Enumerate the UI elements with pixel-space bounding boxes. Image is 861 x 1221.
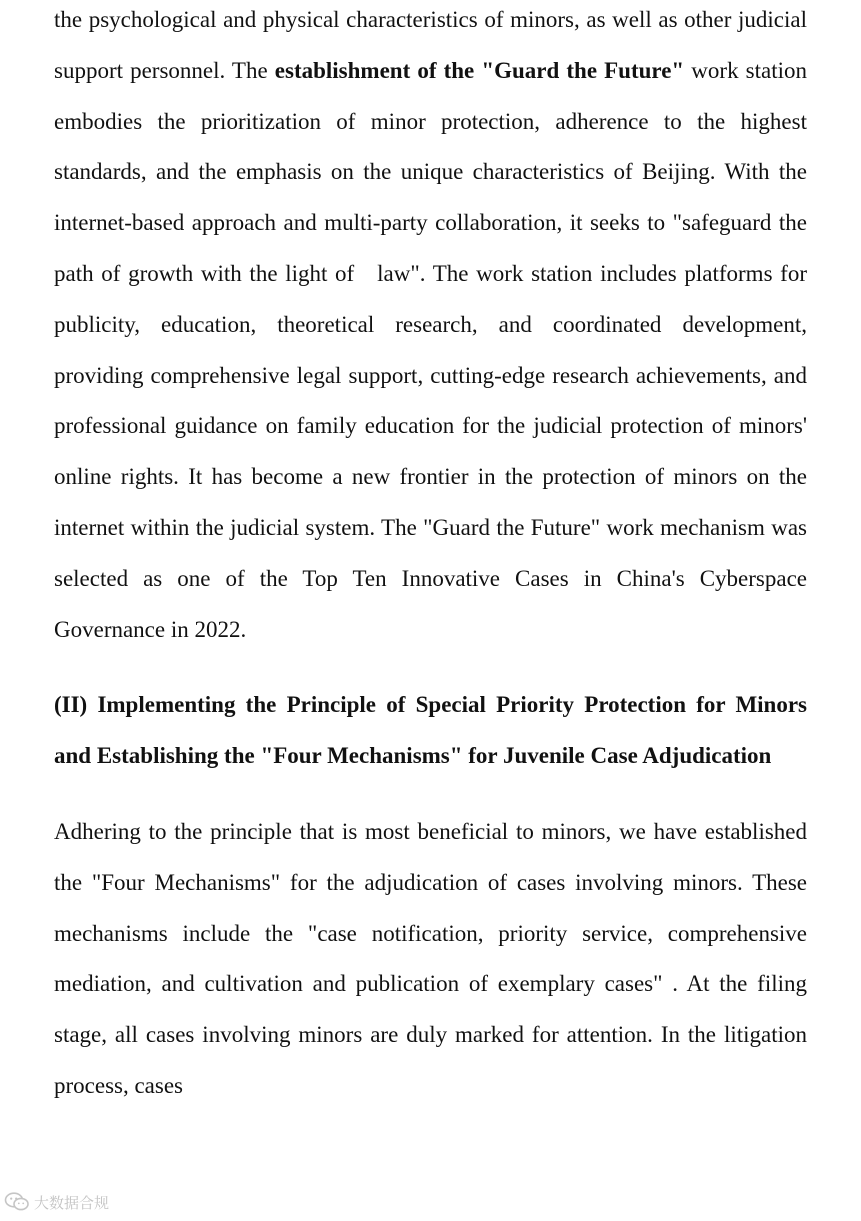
watermark-text: 大数据合规 xyxy=(34,1193,110,1212)
watermark xyxy=(4,1188,109,1216)
section-heading: (II) Implementing the Principle of Special Priority Protection for Minors and Establishing the "Four Mechanisms" for Juvenile Case Adjudication xyxy=(54,692,807,769)
paragraph-1-bold-text: establishment of the "Guard the Future" xyxy=(274,57,685,83)
body-paragraph-1 xyxy=(54,0,807,655)
wechat-logo-icon xyxy=(4,1192,30,1212)
paragraph-1-text-a: the psychological and physical characteristics of minors, as well as other judicial support personnel. The xyxy=(54,7,807,83)
paragraph-1-text-b: work station embodies the prioritization of minor protection, adherence to the highest standards, and the emphasis on the unique characteristics of Beijing. With the internet-based approach and multi-party collaboration, it seeks to "safeguard the path of growth with the light of law". The work station includes platforms for publicity, education, theoretical research, and coordinated development, providing comprehensive legal support, cutting-edge research achievements, and professional guidance on family education for the judicial protection of minors' online rights. It has become a new frontier in the protection of minors on the internet within the judicial system. The "Guard the Future" work mechanism was selected as one of the Top Ten Innovative Cases in China's Cyberspace Governance in 2022. xyxy=(54,57,807,642)
document-page xyxy=(54,0,807,1112)
body-paragraph-2: Adhering to the principle that is most beneficial to minors, we have established the "Four Mechanisms" for the adjudication of cases involving minors. These mechanisms include the "case notification, priority service, comprehensive mediation, and cultivation and publication of exemplary cases" . At the filing stage, all cases involving minors are duly marked for attention. In the litigation process, cases xyxy=(54,818,807,1098)
